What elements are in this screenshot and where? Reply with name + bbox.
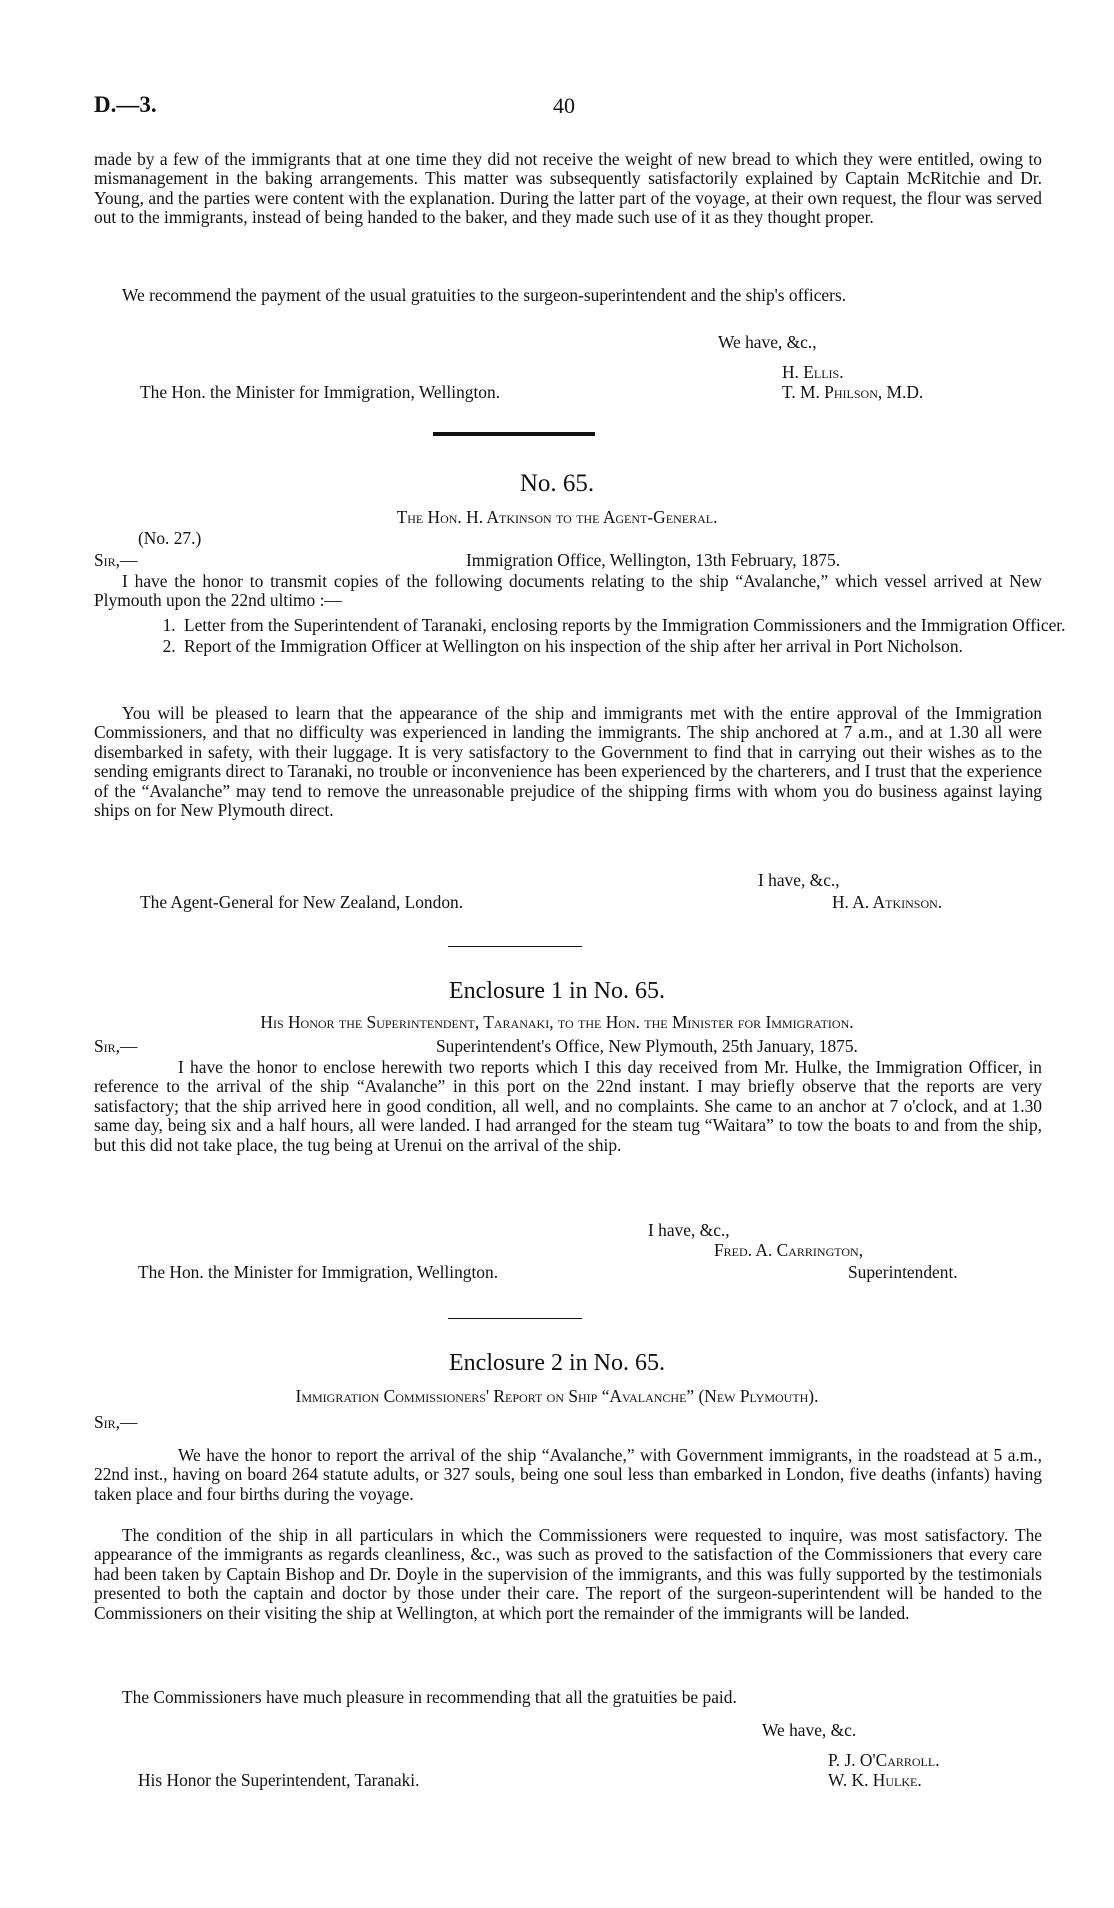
enclosure-2-signatory-2: W. K. Hulke. <box>828 1770 922 1790</box>
enclosure-1-signatory-title: Superintendent. <box>848 1262 958 1282</box>
enclosure-2-paragraph-3: The Commissioners have much pleasure in recommending that all the gratuities be paid. <box>122 1687 737 1707</box>
intro-paragraph-1: made by a few of the immigrants that at one time they did not receive the weight of new bread to which they were entitled, owing to mismanagement in the baking arrangements. This matter was subsequently satisfactorily explained by Captain McRitchie and Dr. Young, and the parties were content with the explanation. During the latter part of the voyage, at their own request, the flour was served out to the immigrants, instead of being handed to the baker, and they made such use of it as they thought proper. <box>94 149 1042 228</box>
enclosure-2-closing: We have, &c. <box>762 1720 857 1740</box>
enclosed-documents-list <box>150 616 1072 657</box>
list-item: 1. Letter from the Superintendent of Taranaki, enclosing reports by the Immigration Commissioners and the Immigration Officer. <box>180 616 1072 635</box>
letter-65-paragraph-1: I have the honor to transmit copies of the following documents relating to the ship “Avalanche,” which vessel arrived at New Plymouth upon the 22nd ultimo :— <box>94 571 1042 611</box>
enclosure-1-place-date: Superintendent's Office, New Plymouth, 25th January, 1875. <box>436 1036 858 1056</box>
letter-65-salutation: Sir,— <box>94 550 138 570</box>
intro-signatory-2: T. M. Philson, M.D. <box>782 382 924 402</box>
enclosure-2-paragraph-2: The condition of the ship in all particulars in which the Commissioners were requested to inquire, was most satisfactory. The appearance of the immigrants as regards cleanliness, &c., was such as proved to the satisfaction of the Commissioners that every care had been taken by Captain Bishop and Dr. Doyle in the supervision of the immigrants, and this was fully supported by the testimonials presented to both the captain and doctor by those under their care. The report of the surgeon-superintendent will be handed to the Commissioners on their visiting the ship at Wellington, at which port the remainder of the immigrants will be landed. <box>94 1525 1042 1623</box>
intro-closing: We have, &c., <box>718 332 817 352</box>
section-divider-thin <box>448 1318 582 1319</box>
enclosure-1-closing: I have, &c., <box>648 1220 730 1240</box>
list-item: 2. Report of the Immigration Officer at Wellington on his inspection of the ship after her arrival in Port Nicholson. <box>180 637 1072 656</box>
letter-65-subtitle: The Hon. H. Atkinson to the Agent-General. <box>396 507 718 527</box>
enclosure-1-addressee: The Hon. the Minister for Immigration, Wellington. <box>138 1262 499 1282</box>
letter-65-paragraph-2: You will be pleased to learn that the appearance of the ship and immigrants met with the entire approval of the Immigration Commissioners, and that no difficulty was experienced in landing the immigrants. The ship anchored at 7 a.m., and at 1.30 all were disembarked in safety, with their luggage. It is very satisfactory to the Government to find that in carrying out their wishes as to the sending emigrants direct to Taranaki, no trouble or inconvenience has been experienced by the charterers, and I trust that the experience of the “Avalanche” may tend to remove the unreasonable prejudice of the shipping firms with whom you do business against laying ships on for New Plymouth direct. <box>94 703 1042 821</box>
letter-65-closing: I have, &c., <box>758 870 840 890</box>
enclosure-1-subtitle: His Honor the Superintendent, Taranaki, to the Hon. the Minister for Immigration. <box>260 1012 854 1032</box>
letter-65-place-date: Immigration Office, Wellington, 13th February, 1875. <box>466 550 841 570</box>
enclosure-2-signatory-1: P. J. O'Carroll. <box>828 1750 940 1770</box>
letter-65-title: No. 65. <box>519 470 595 497</box>
letter-65-addressee: The Agent-General for New Zealand, London. <box>140 892 464 912</box>
section-divider-thin <box>448 946 582 947</box>
enclosure-2-salutation: Sir,— <box>94 1412 138 1432</box>
enclosure-1-signatory: Fred. A. Carrington, <box>714 1240 864 1260</box>
enclosure-2-addressee: His Honor the Superintendent, Taranaki. <box>138 1770 420 1790</box>
enclosure-2-paragraph-1: We have the honor to report the arrival of the ship “Avalanche,” with Government immigrants, in the roadstead at 5 a.m., 22nd inst., having on board 264 statute adults, or 327 souls, being one soul less than embarked in London, five deaths (infants) having taken place and four births during the voyage. <box>94 1445 1042 1504</box>
enclosure-1-paragraph-1: I have the honor to enclose herewith two reports which I this day received from Mr. Hulke, the Immigration Officer, in reference to the arrival of the ship “Avalanche” in this port on the 22nd instant. I may briefly observe that the reports are very satisfactory; that the ship arrived here in good condition, all well, and no complaints. She came to an anchor at 7 o'clock, and at 1.30 same day, being six and a half hours, all were landed. I had arranged for the steam tug “Waitara” to tow the boats to and from the ship, but this did not take place, the tug being at Urenui on the arrival of the ship. <box>94 1057 1042 1155</box>
enclosure-1-salutation: Sir,— <box>94 1036 138 1056</box>
intro-addressee: The Hon. the Minister for Immigration, Wellington. <box>140 382 501 402</box>
letter-65-signatory: H. A. Atkinson. <box>832 892 943 912</box>
intro-paragraph-2: We recommend the payment of the usual gratuities to the surgeon-superintendent and the ship's officers. <box>122 285 847 305</box>
page-number: 40 <box>553 93 575 118</box>
intro-signatory-1: H. Ellis. <box>782 362 844 382</box>
section-divider-thick <box>433 432 595 436</box>
document-reference: D.—3. <box>94 92 157 117</box>
enclosure-1-title: Enclosure 1 in No. 65. <box>449 978 665 1004</box>
letter-65-reference-number: (No. 27.) <box>138 528 202 548</box>
enclosure-2-subtitle: Immigration Commissioners' Report on Ship “Avalanche” (New Plymouth). <box>295 1386 819 1406</box>
enclosure-2-title: Enclosure 2 in No. 65. <box>449 1350 665 1376</box>
